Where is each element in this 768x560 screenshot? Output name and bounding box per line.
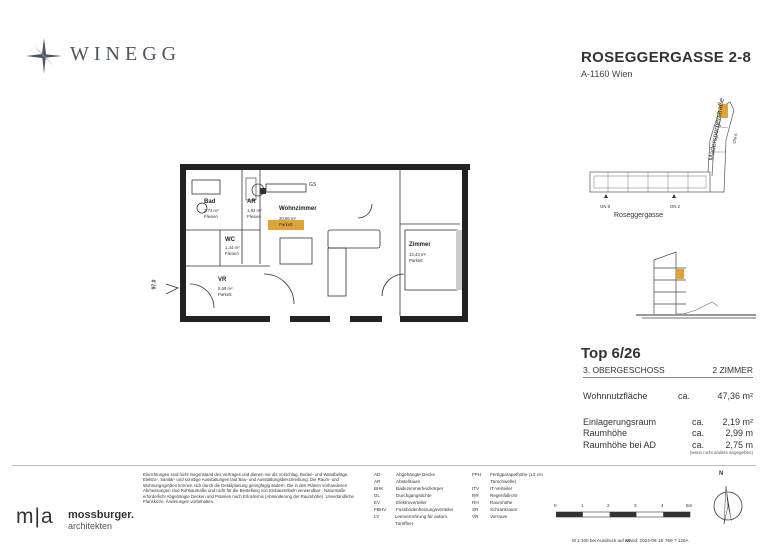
- legend-key: RR: [472, 493, 479, 498]
- legend-key: FBHV: [374, 507, 387, 512]
- legend-key: AD: [374, 472, 381, 477]
- legend-value: Regenfallrohr: [490, 493, 518, 498]
- legend-value: Raumhöhe: [490, 500, 513, 505]
- legend-key: RH: [472, 500, 479, 505]
- unit-floor: 3. OBERGESCHOSS: [583, 365, 665, 375]
- architect-sub: architekten: [68, 521, 113, 531]
- entrance-on8: ON 8: [600, 204, 611, 209]
- scale-tick: 1: [581, 503, 584, 508]
- compass-icon: [710, 478, 746, 528]
- spec-value: 2,99 m: [725, 428, 753, 438]
- legend-value: IT-Verteiler: [490, 486, 513, 491]
- spec-row-raumhoehe: [583, 428, 753, 438]
- scale-date: Stand: 2024-06-16: [625, 538, 664, 543]
- winegg-logo: [26, 38, 62, 74]
- street-label: Roseggergasse: [614, 212, 664, 219]
- legend-key: DL: [374, 493, 380, 498]
- spec-value: 47,36 m²: [717, 391, 753, 401]
- star-icon: [26, 38, 62, 74]
- legend-key: ITV: [472, 486, 480, 491]
- architect-name: mossburger.: [68, 509, 135, 521]
- room-vr-name: VR: [218, 277, 227, 283]
- legend-value: Abgehängte Decke: [396, 472, 436, 477]
- legend-value: Badezimmerheizkörper: [396, 486, 444, 491]
- spec-label: Einlagerungsraum: [583, 417, 657, 427]
- room-wohn-floor: Parkett: [279, 222, 293, 227]
- compass-label: N: [719, 471, 724, 477]
- spec-ca: ca.: [692, 440, 705, 450]
- legend-key: AR: [374, 479, 381, 484]
- scale-tick: 2: [607, 503, 610, 508]
- room-wohn-area: 20,96 m²: [279, 216, 296, 221]
- address-city: A-1160 Wien: [581, 69, 633, 79]
- footer-divider: [12, 465, 756, 466]
- scale-tick: 4: [661, 503, 664, 508]
- spec-ca: ca.: [692, 417, 705, 427]
- street2-label: Maderspergerstraße: [708, 97, 726, 162]
- unit-rooms: 2 ZIMMER: [712, 365, 753, 375]
- legend-left: [374, 471, 464, 527]
- room-zimmer-name: Zimmer: [409, 242, 431, 248]
- room-wc-name: WC: [225, 237, 235, 243]
- brand-name: WINEGG: [70, 43, 182, 65]
- scale-tick: 3: [634, 503, 637, 508]
- legend-key: EV: [374, 500, 381, 505]
- room-ar-floor: Fliesen: [247, 214, 261, 219]
- spec-ca: ca.: [692, 428, 705, 438]
- spec-value: 2,75 m: [725, 440, 753, 450]
- legend-key: VR: [472, 514, 479, 519]
- spec-value: 2,19 m²: [722, 417, 753, 427]
- room-vr-area: 5,69 m²: [218, 286, 233, 291]
- legend-value: Vorraum: [490, 514, 508, 519]
- legend-value: Abstellraum: [396, 479, 421, 484]
- legend-value: Fussbodenheizungsverteiler: [396, 507, 454, 512]
- spec-ca: ca.: [678, 391, 691, 401]
- unit-divider: [583, 377, 753, 378]
- legend-value: Durchgangslichte: [396, 493, 432, 498]
- room-vr-floor: Parkett: [218, 292, 232, 297]
- spec-note: (wenn nicht anders angegeben): [689, 450, 753, 455]
- legend-value: Schrankraum: [490, 507, 518, 512]
- scale-tick: 0: [554, 503, 557, 508]
- entrance-on2: ON 2: [670, 204, 681, 209]
- level-mark: 97,0: [151, 279, 158, 290]
- room-bad-floor: Fliesen: [204, 214, 218, 219]
- spec-row-einlagerungsraum: [583, 417, 753, 427]
- section-drawing: [636, 248, 756, 326]
- spec-label: Raumhöhe: [583, 428, 628, 438]
- architect-mark: m|a: [16, 505, 54, 528]
- legend-key: SR: [472, 507, 479, 512]
- room-wohn-name: Wohnzimmer: [279, 206, 317, 212]
- room-zimmer-floor: Parkett: [409, 258, 423, 263]
- room-bad-area: 3,72 m²: [204, 208, 219, 213]
- spec-row-raumhoehe-ad: [583, 440, 753, 450]
- legend-key: FPH: [472, 472, 482, 477]
- room-zimmer-area: 13,43 m²: [409, 252, 426, 257]
- spec-label: Wohnnutzfläche: [583, 391, 648, 401]
- spec-label: Raumhöhe bei AD: [583, 440, 657, 450]
- legend-value: Elektroverteiler: [396, 500, 427, 505]
- room-bad-name: Bad: [204, 199, 216, 205]
- disclaimer: Einrichtungen sind nicht Gegenstand des Vertrages und dienen nur als Vorschlag. Boden- und Wandbeläge, Elektro-, Sanitär- und sonstige Ausstattungen laut Bau- und Ausstattungsbeschreibung. Die Raum- und Wohnungsgrößen können sich durch die Detailplanung geringfügig ändern. Die in den Plänen vorhandenen Abmessungen sind Rohbaumaße und nicht für die Bestellung von Einbaumöbeln verwendbar - Naturmaße erforderlich! Abgehängte Decken und Poterien nach Erfordernis (Abminderung der Raumhöhe). Unverbindliche Planskizze, Änderungen vorbehalten.: [143, 472, 354, 505]
- gs-label: GS: [309, 182, 317, 188]
- legend-value: Fertigparapethöhe (±3 cm Türschwelle): [490, 472, 543, 484]
- legend-key: BHK: [374, 486, 384, 491]
- plan-code: 769 7 120A: [665, 538, 689, 543]
- address-title: ROSEGGERGASSE 2-8: [581, 49, 752, 66]
- legend-right: [472, 471, 552, 520]
- room-ar-name: AR: [247, 199, 256, 205]
- scale-bar: [556, 511, 692, 519]
- legend-value: Leerverrohrung für autom. Türöffner: [394, 514, 449, 526]
- room-wc-floor: Fliesen: [225, 251, 239, 256]
- room-wc-area: 1,44 m²: [225, 245, 240, 250]
- scale-caption: M 1:100 bei Ausdruck auf A4: [572, 538, 631, 543]
- room-ar-area: 1,92 m²: [247, 208, 262, 213]
- legend-key: LV: [374, 514, 380, 519]
- unit-top: Top 6/26: [581, 345, 641, 362]
- scale-tick: 5m: [686, 503, 693, 508]
- entrance-on6: ON 6: [731, 133, 739, 144]
- spec-row-wohnnutzflaeche: [583, 391, 753, 401]
